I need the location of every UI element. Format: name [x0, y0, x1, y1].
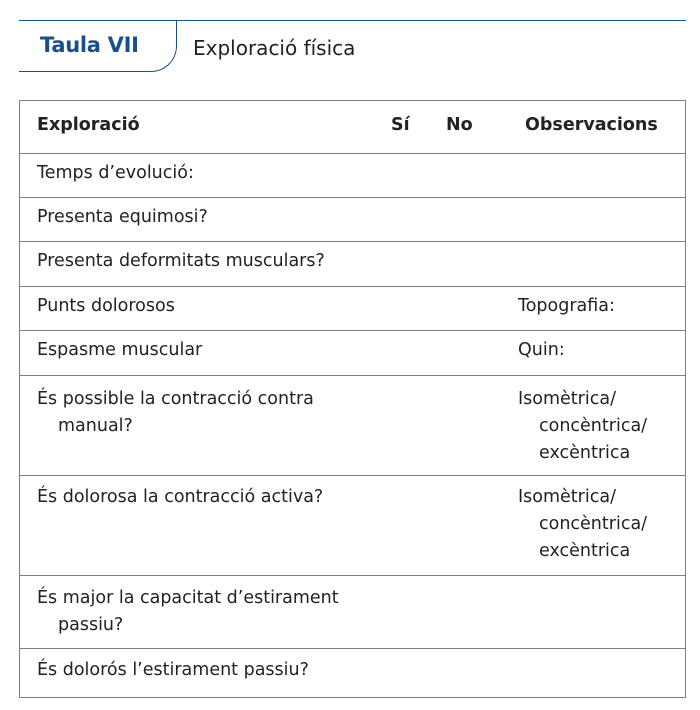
table-row	[20, 475, 685, 575]
table-row	[20, 286, 685, 330]
table-caption-header	[19, 20, 686, 74]
table-row	[20, 330, 685, 375]
row-label: És dolorós l’estirament passiu?	[37, 660, 309, 680]
row-observation-continued: concèntrica/	[539, 416, 648, 436]
row-observation-continued: excèntrica	[539, 541, 631, 561]
table-row	[20, 375, 685, 475]
row-label-continued: passiu?	[58, 615, 124, 635]
caption-tab	[19, 20, 177, 72]
row-label: Presenta deformitats musculars?	[37, 251, 325, 271]
row-label: És dolorosa la contracció activa?	[37, 487, 324, 507]
table-row	[20, 575, 685, 648]
table-row	[20, 153, 685, 197]
row-label: Punts dolorosos	[37, 296, 175, 316]
row-label: És major la capacitat d’estirament	[37, 588, 339, 608]
column-header-exploration: Exploració	[37, 115, 140, 135]
row-observation: Topografia:	[518, 296, 615, 316]
row-observation-continued: excèntrica	[539, 443, 631, 463]
column-header-observations: Observacions	[525, 115, 658, 135]
table-row	[20, 197, 685, 241]
table-header-row	[20, 101, 685, 153]
row-label: Espasme muscular	[37, 340, 203, 360]
row-label: És possible la contracció contra	[37, 389, 314, 409]
table-row	[20, 241, 685, 286]
table-title: Exploració física	[193, 36, 356, 60]
column-header-yes: Sí	[391, 115, 410, 135]
row-observation-continued: concèntrica/	[539, 514, 648, 534]
column-header-no: No	[446, 115, 473, 135]
row-observation: Isomètrica/	[518, 389, 616, 409]
row-observation: Quin:	[518, 340, 565, 360]
row-label: Temps d’evolució:	[37, 163, 194, 183]
row-label: Presenta equimosi?	[37, 207, 208, 227]
physical-exploration-table	[19, 100, 686, 698]
table-row	[20, 648, 685, 697]
row-observation: Isomètrica/	[518, 487, 616, 507]
table-number-label: Taula VII	[40, 33, 139, 57]
row-label-continued: manual?	[58, 416, 133, 436]
